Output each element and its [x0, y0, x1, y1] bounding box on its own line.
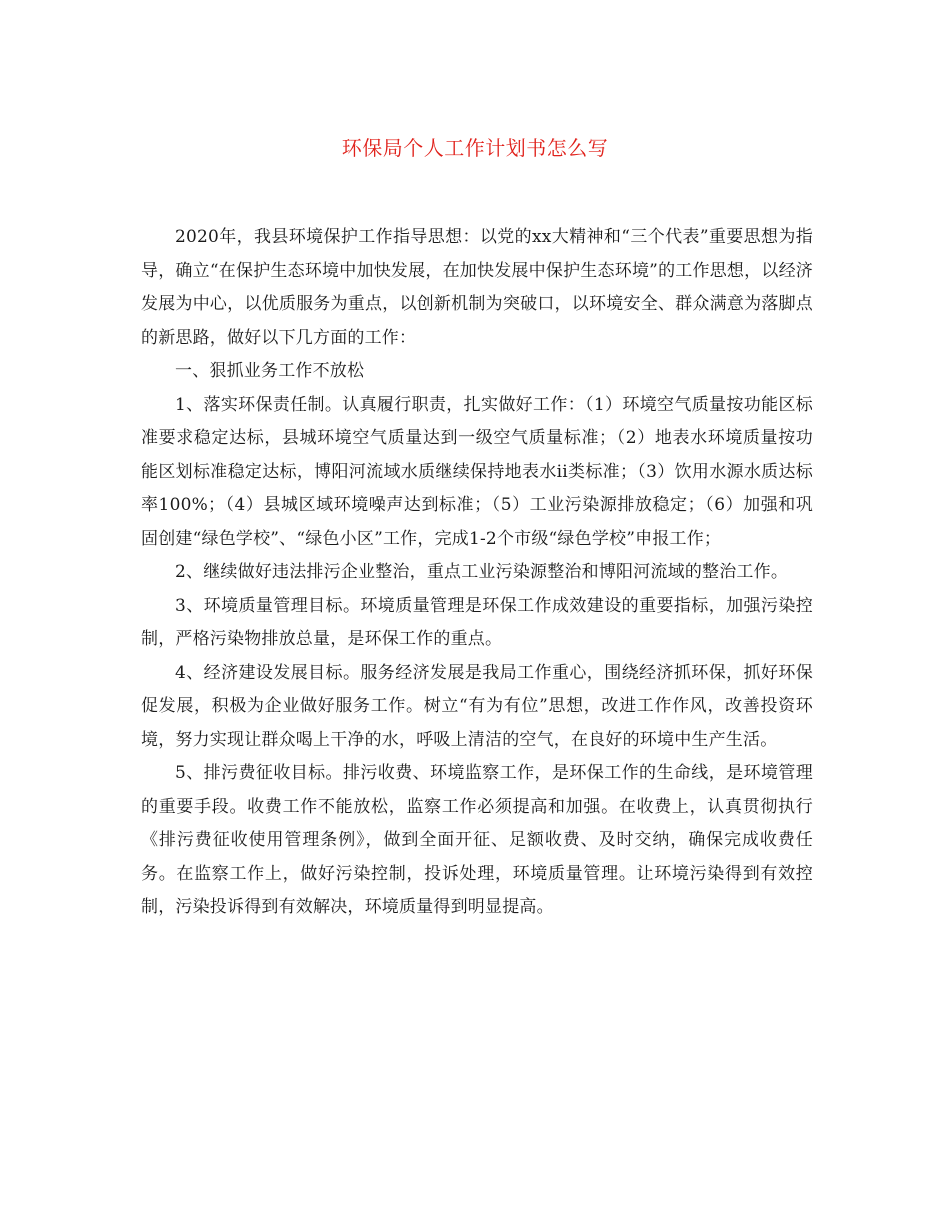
paragraph-item-2: 2、继续做好违法排污企业整治，重点工业污染源整治和博阳河流域的整治工作。 [175, 562, 789, 582]
paragraph-item-4: 4、经济建设发展目标。服务经济发展是我局工作重心，围绕经济抓环保，抓好环保促发展，积极为企业做好服务工作。树立“有为有位”思想，改进工作作风，改善投资环境，努力实现让群众喝上干净的水，呼吸上清洁的空气，在良好的环境中生产生活。 [141, 662, 813, 750]
section-heading: 一、狠抓业务工作不放松 [175, 361, 365, 381]
paragraph-item-3: 3、环境质量管理目标。环境质量管理是环保工作成效建设的重要指标，加强污染控制，严格污染物排放总量，是环保工作的重点。 [141, 595, 813, 649]
document-body [141, 221, 813, 925]
document-title: 环保局个人工作计划书怎么写 [341, 136, 609, 160]
paragraph-item-5: 5、排污费征收目标。排污收费、环境监察工作，是环保工作的生命线，是环境管理的重要手段。收费工作不能放松，监察工作必须提高和加强。在收费上，认真贯彻执行《排污费征收使用管理条例》，做到全面开征、足额收费、及时交纳，确保完成收费任务。在监察工作上，做好污染控制，投诉处理，环境质量管理。让环境污染得到有效控制，污染投诉得到有效解决，环境质量得到明显提高。 [141, 763, 813, 917]
paragraph-intro: 2020年，我县环境保护工作指导思想：以党的xx大精神和“三个代表”重要思想为指导，确立“在保护生态环境中加快发展，在加快发展中保护生态环境”的工作思想，以经济发展为中心，以优质服务为重点，以创新机制为突破口，以环境安全、群众满意为落脚点的新思路，做好以下几方面的工作： [141, 227, 813, 348]
paragraph-item-1: 1、落实环保责任制。认真履行职责，扎实做好工作：（1）环境空气质量按功能区标准要求稳定达标，县城环境空气质量达到一级空气质量标准；（2）地表水环境质量按功能区划标准稳定达标，博阳河流域水质继续保持地表水ii类标准；（3）饮用水源水质达标率100%；（4）县城区域环境噪声达到标准；（5）工业污染源排放稳定；（6）加强和巩固创建“绿色学校”、“绿色小区”工作，完成1-2个市级“绿色学校”申报工作； [141, 394, 813, 549]
